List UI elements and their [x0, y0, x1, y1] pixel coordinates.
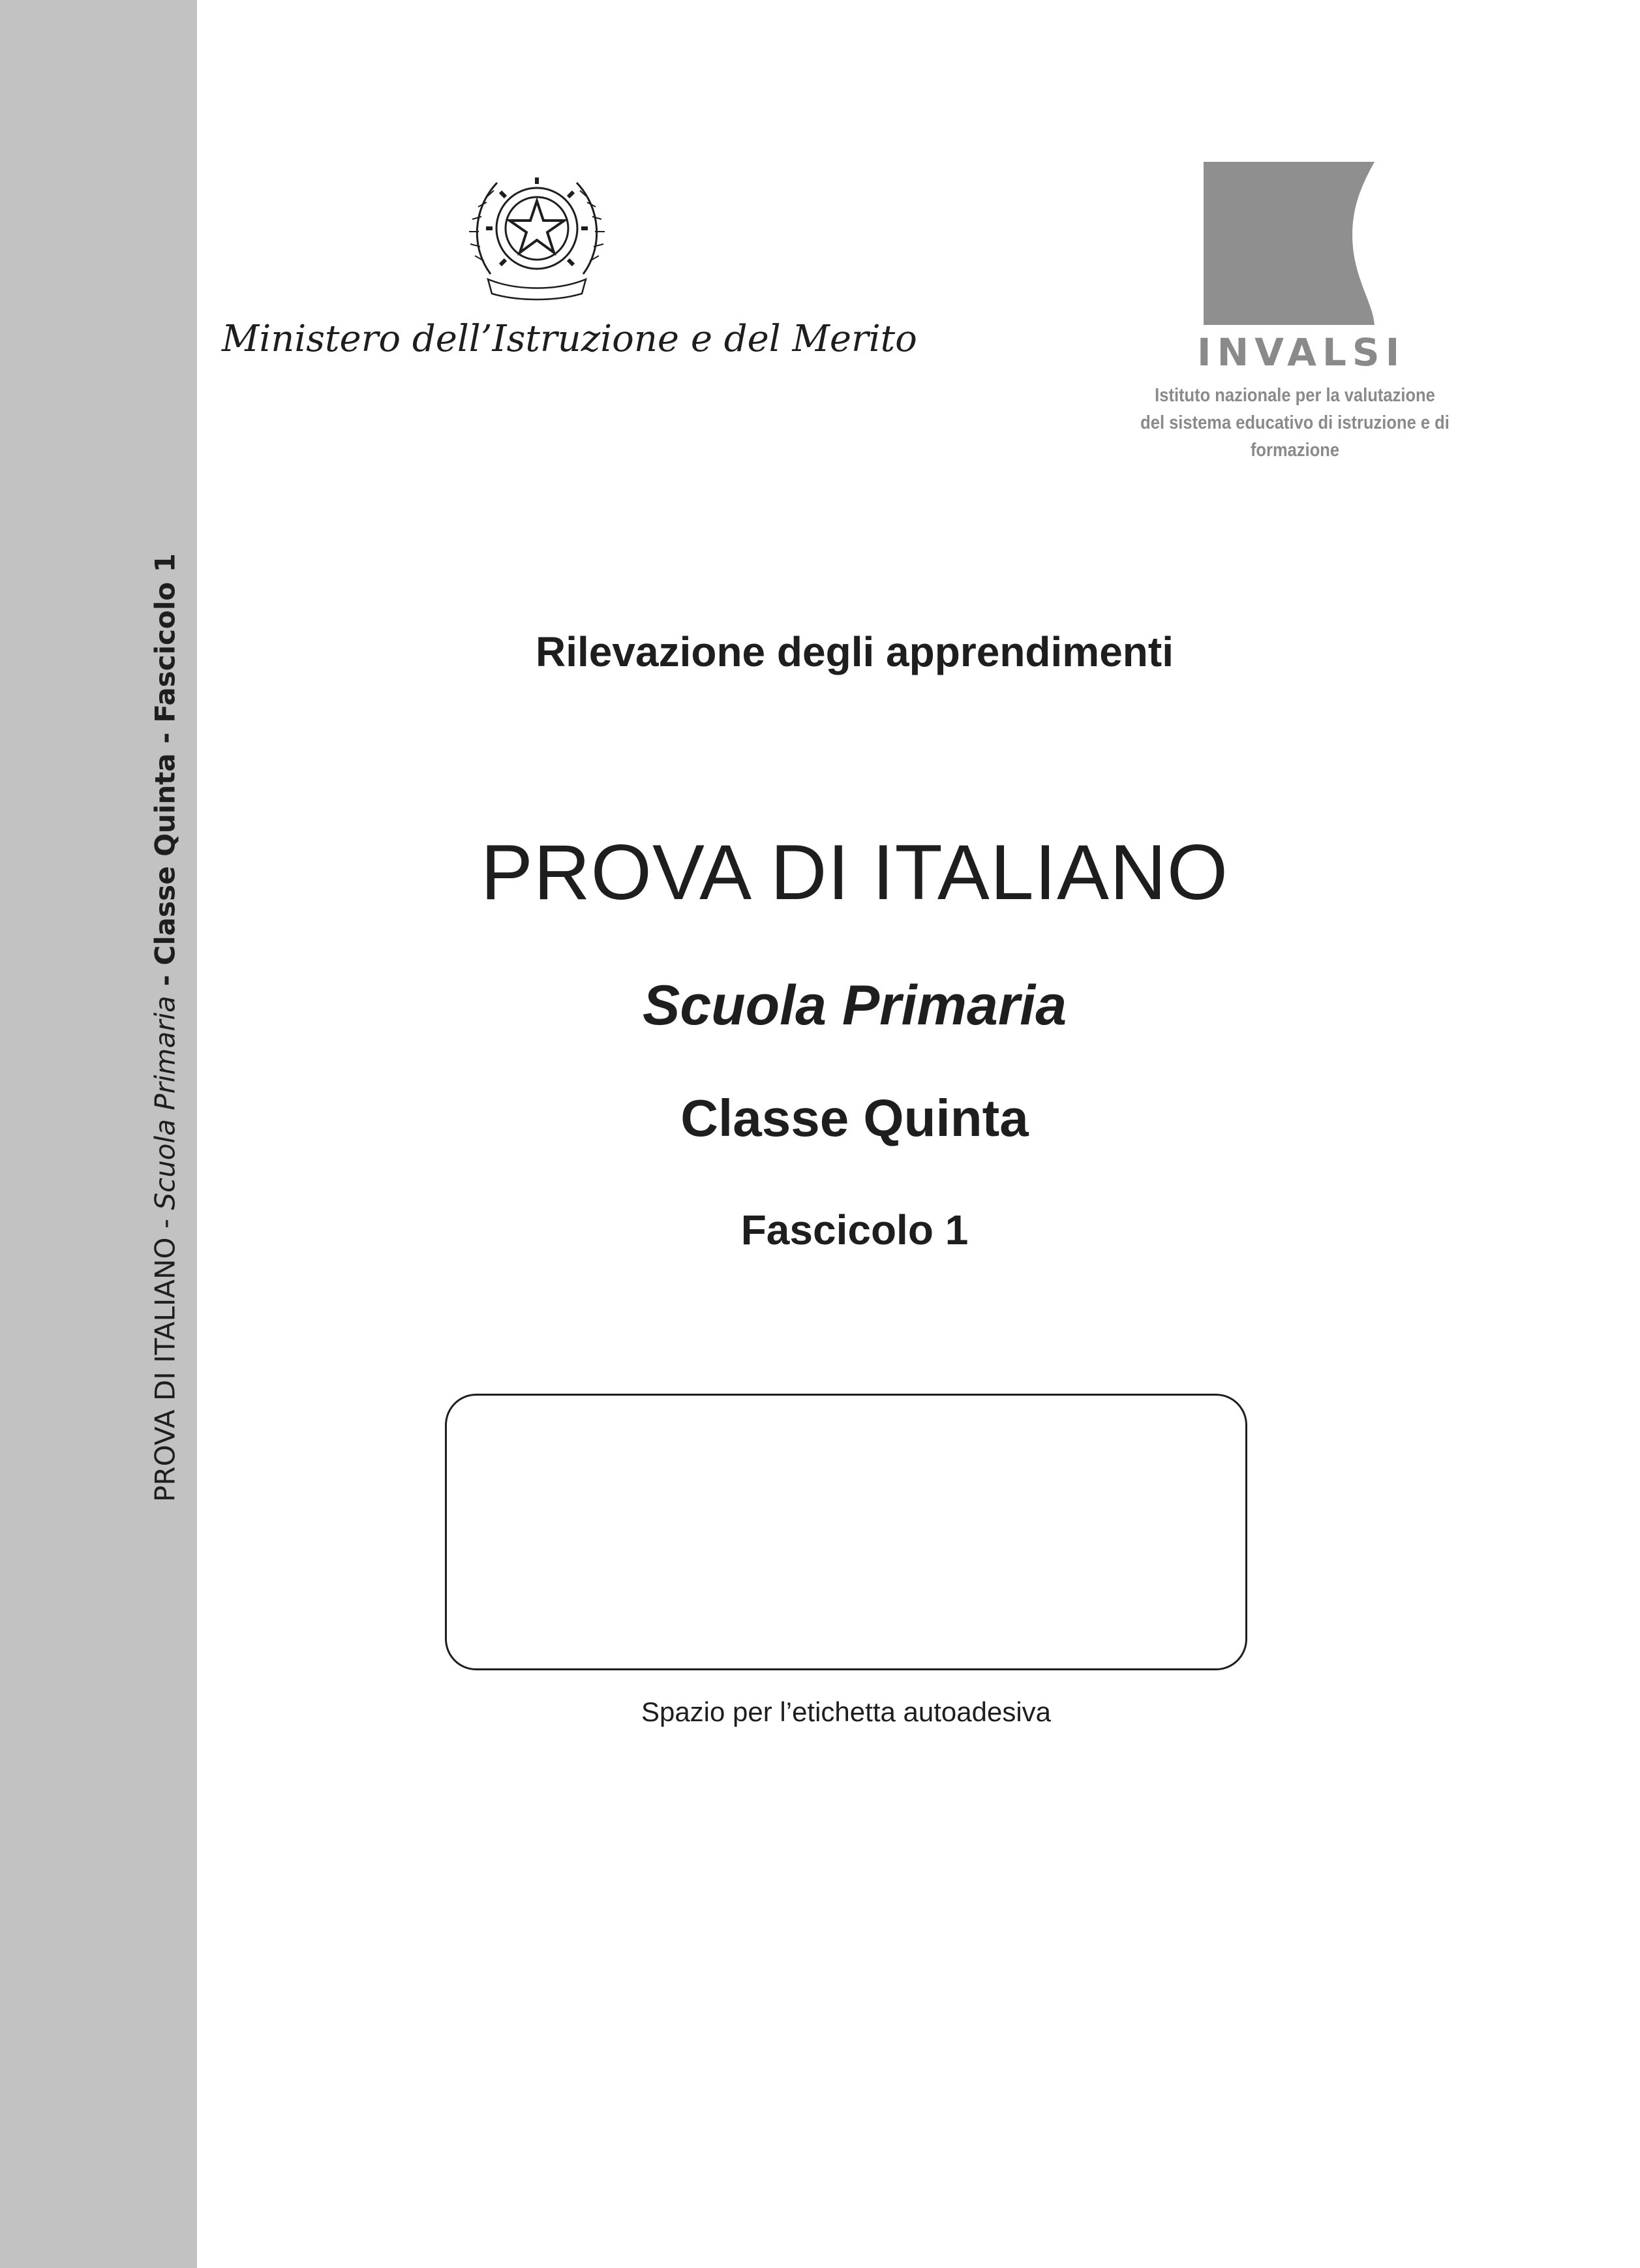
- sticker-label-box: [445, 1394, 1247, 1670]
- repubblica-italiana-emblem-icon: [464, 163, 609, 303]
- class-level: Classe Quinta: [680, 1089, 1029, 1147]
- invalsi-name: INVALSI: [1197, 330, 1406, 375]
- sticker-label-caption: Spazio per l’etichetta autoadesiva: [641, 1696, 1052, 1727]
- side-band-text: [149, 553, 181, 1502]
- side-band-text-part3: - Classe Quinta - Fascicolo 1: [149, 553, 181, 996]
- school-level: Scuola Primaria: [642, 974, 1067, 1037]
- page-title: PROVA DI ITALIANO: [480, 829, 1229, 916]
- ministry-name: Ministero dell’Istruzione e del Merito: [222, 318, 917, 360]
- subtitle: Rilevazione degli apprendimenti: [536, 628, 1174, 675]
- booklet-number: Fascicolo 1: [740, 1206, 969, 1253]
- side-band-text-part2: Scuola Primaria: [149, 996, 181, 1210]
- invalsi-logo-icon: [1204, 162, 1374, 325]
- invalsi-description-line2: del sistema educativo di istruzione e di formazione: [1140, 412, 1450, 461]
- invalsi-description-line1: Istituto nazionale per la valutazione: [1155, 385, 1435, 406]
- side-band: [0, 0, 197, 2268]
- invalsi-description: [1097, 382, 1493, 464]
- side-band-text-part1: PROVA DI ITALIANO -: [149, 1210, 181, 1502]
